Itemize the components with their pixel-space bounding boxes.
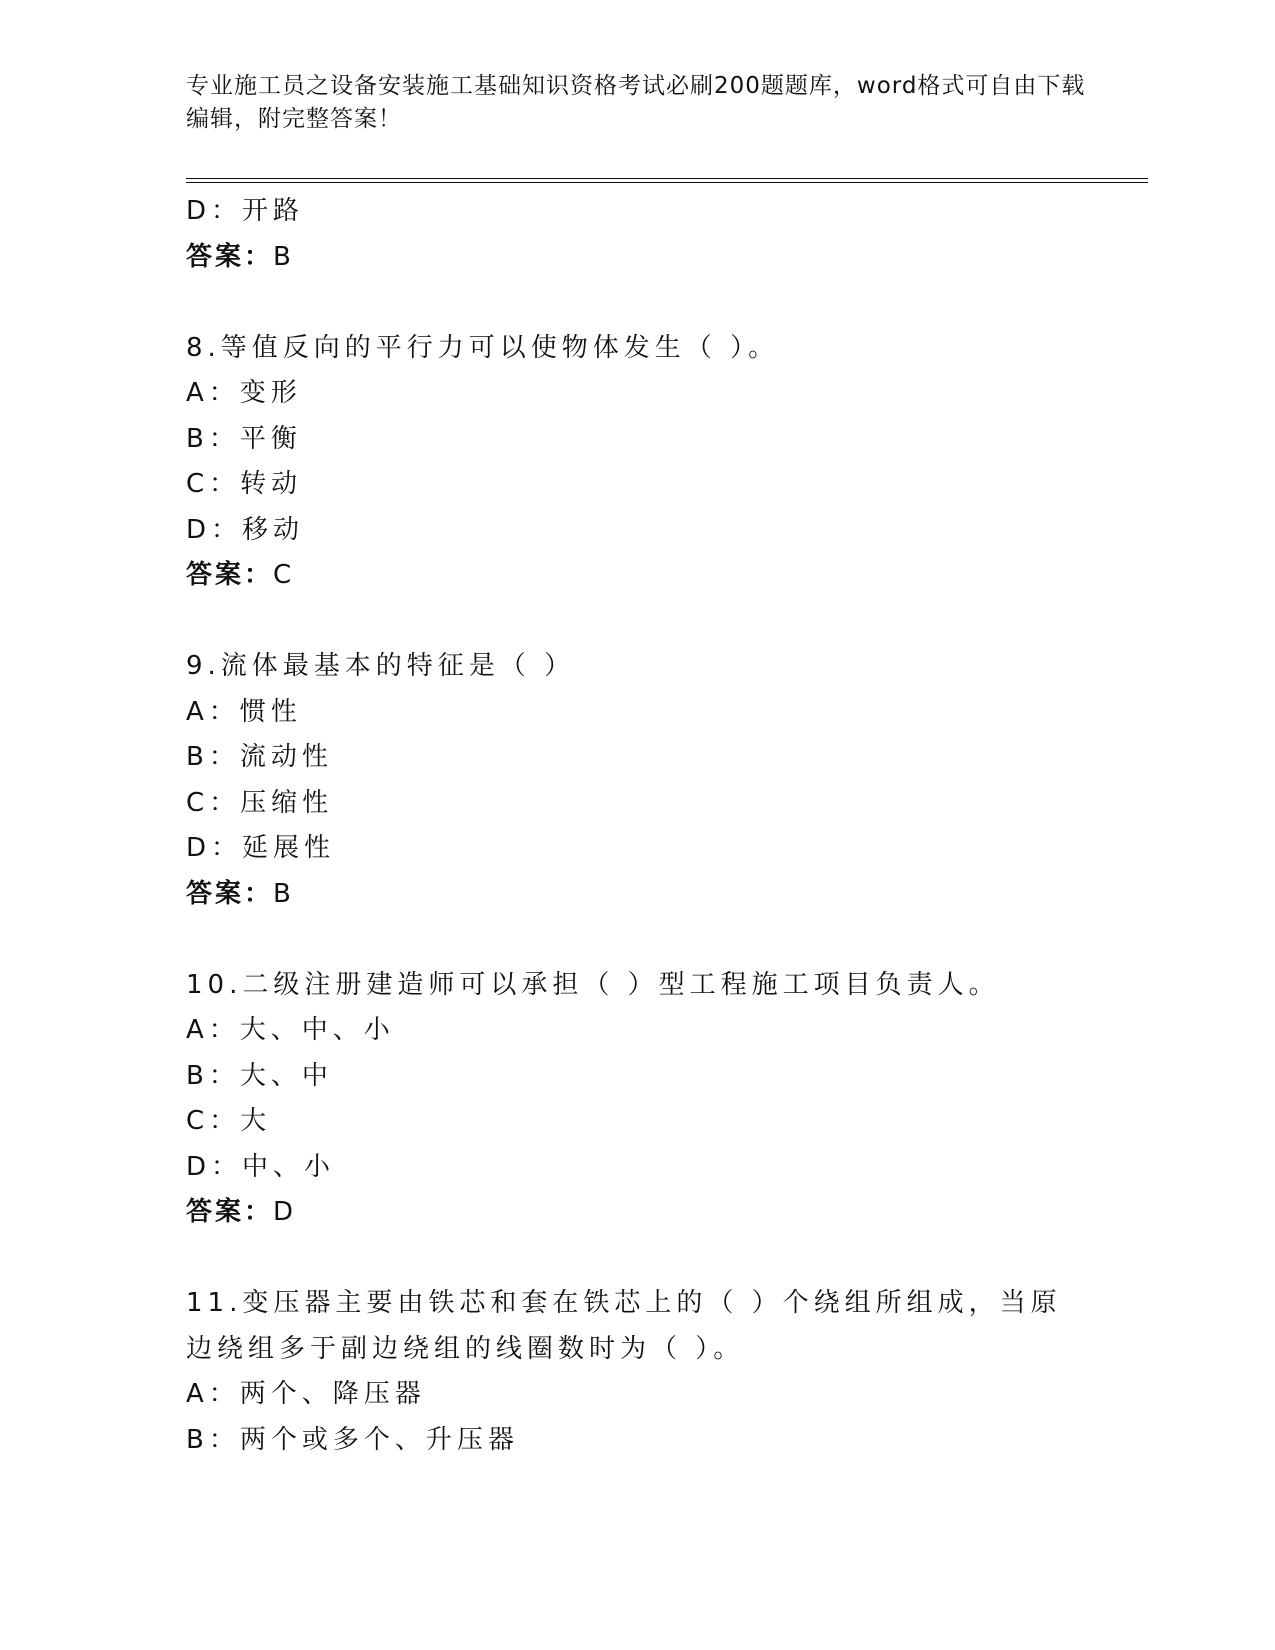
header-rule-bottom	[186, 182, 1148, 183]
answer-value: D	[273, 1197, 297, 1227]
question-10	[186, 963, 1146, 1236]
header-rule-top	[186, 178, 1148, 179]
question-text: 10.二级注册建造师可以承担（ ）型工程施工项目负责人。	[186, 969, 1000, 1000]
option-d: D：开路	[186, 196, 305, 226]
question-9	[186, 644, 1146, 917]
question-list	[186, 189, 1146, 1463]
answer-value: C	[273, 560, 295, 590]
option-a: A：两个、降压器	[186, 1379, 426, 1409]
answer-line	[186, 872, 1146, 918]
option-a: A：变形	[186, 378, 302, 408]
answer-value: B	[273, 878, 294, 909]
option-c: C：压缩性	[186, 787, 334, 818]
answer-line	[186, 235, 1146, 281]
answer-label: 答案：	[186, 241, 274, 272]
answer-label: 答案：	[186, 1197, 274, 1227]
document-header: 专业施工员之设备安装施工基础知识资格考试必刷200题题库，word格式可自由下载编辑，附完整答案！	[186, 73, 1086, 132]
answer-line	[186, 553, 1146, 599]
option-b: B：平衡	[186, 423, 302, 454]
option-b: B：流动性	[186, 742, 333, 772]
answer-value: B	[273, 241, 294, 272]
answer-label: 答案：	[186, 560, 274, 590]
option-b: B：大、中	[186, 1060, 333, 1091]
question-text: 9.流体最基本的特征是（ ）	[186, 651, 576, 681]
question-11	[186, 1281, 1146, 1463]
option-a: A：惯性	[186, 696, 302, 727]
option-d: D：中、小	[186, 1151, 336, 1182]
question-text: 8.等值反向的平行力可以使物体发生（ ）。	[186, 332, 780, 363]
option-d: D：移动	[186, 514, 305, 545]
option-b: B：两个或多个、升压器	[186, 1424, 519, 1455]
option-c: C：大	[186, 1106, 272, 1136]
option-c: C：转动	[186, 469, 303, 499]
option-a: A：大、中、小	[186, 1015, 395, 1045]
option-d: D：延展性	[186, 833, 336, 863]
question-8	[186, 326, 1146, 599]
answer-label: 答案：	[186, 878, 274, 909]
answer-line	[186, 1190, 1146, 1236]
question-text: 11.变压器主要由铁芯和套在铁芯上的（ ）个绕组所组成，当原边绕组多于副边绕组的线圈数时为（ ）。	[186, 1288, 1062, 1364]
